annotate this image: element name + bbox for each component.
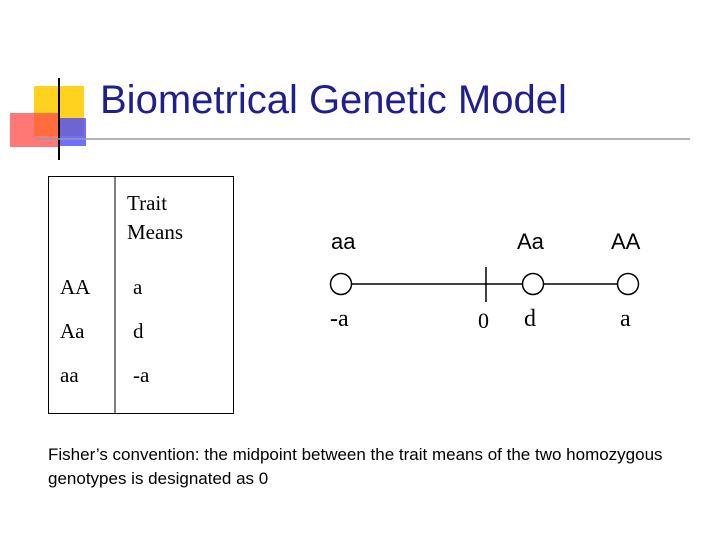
logo-red-bar xyxy=(10,113,58,147)
scale-value-a: a xyxy=(620,306,631,332)
table-header-line-2: Means xyxy=(127,220,183,244)
scale-value-minus-a: -a xyxy=(330,306,349,332)
scale-node-aa xyxy=(331,274,352,295)
page-title: Biometrical Genetic Model xyxy=(100,78,567,122)
scale-node-AA xyxy=(618,274,639,295)
scale-genotype-Aa: Aa xyxy=(517,229,544,254)
table-row-2-genotype: Aa xyxy=(60,319,85,343)
scale-node-Aa xyxy=(523,274,544,295)
scale-value-d: d xyxy=(524,306,536,332)
logo-blue-square xyxy=(60,118,86,146)
table-row-3-mean: -a xyxy=(133,363,150,387)
scale-genotype-aa: aa xyxy=(331,229,356,254)
scale-value-zero: 0 xyxy=(478,308,489,333)
table-row-1-mean: a xyxy=(133,275,143,299)
table-row-2-mean: d xyxy=(133,319,144,343)
table-row-1-genotype: AA xyxy=(60,275,91,299)
scale-genotype-AA: AA xyxy=(611,229,641,254)
table-header-line-1: Trait xyxy=(127,191,168,215)
genotype-scale-line xyxy=(320,262,650,308)
caption-text: Fisher’s convention: the midpoint between the trait means of the two homozygous genotypes is designated as 0 xyxy=(48,445,663,488)
table-row-3-genotype: aa xyxy=(60,363,79,387)
